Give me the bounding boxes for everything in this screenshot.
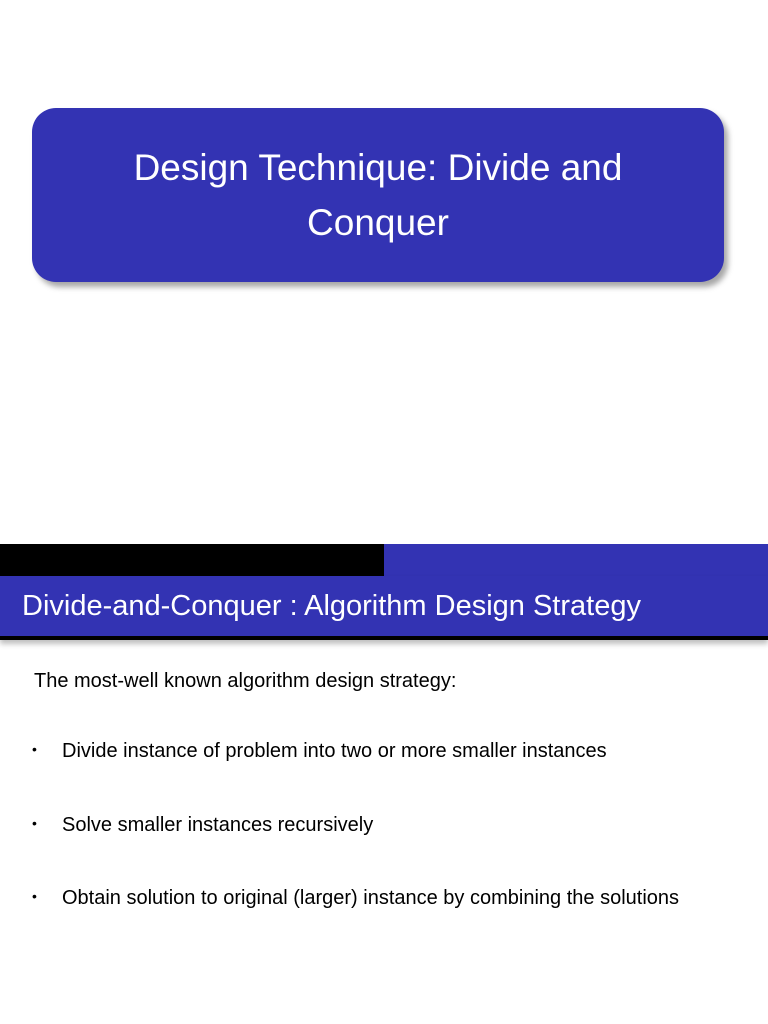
bullet-text: Obtain solution to original (larger) instance by combining the solutions	[62, 887, 680, 909]
bullet-text: Solve smaller instances recursively	[62, 814, 374, 836]
slide-2	[0, 544, 768, 1024]
header-band	[0, 576, 768, 640]
list-item	[30, 883, 730, 914]
intro-text: The most-well known algorithm design strategy:	[34, 670, 457, 692]
slide-heading: Divide-and-Conquer : Algorithm Design Strategy	[22, 589, 641, 622]
list-item	[30, 810, 730, 841]
slide-title-line-1: Design Technique: Divide and	[133, 147, 623, 188]
bullet-icon: •	[32, 815, 37, 831]
bullet-icon: •	[32, 741, 37, 757]
bullet-text: Divide instance of problem into two or more smaller instances	[62, 740, 607, 762]
bullet-icon: •	[32, 888, 37, 904]
list-item	[30, 736, 730, 767]
slide-title-line-2: Conquer	[307, 202, 449, 243]
slide-title	[134, 140, 623, 250]
top-bar-black	[0, 544, 384, 576]
title-box	[32, 108, 724, 282]
top-bar-blue	[384, 544, 768, 576]
